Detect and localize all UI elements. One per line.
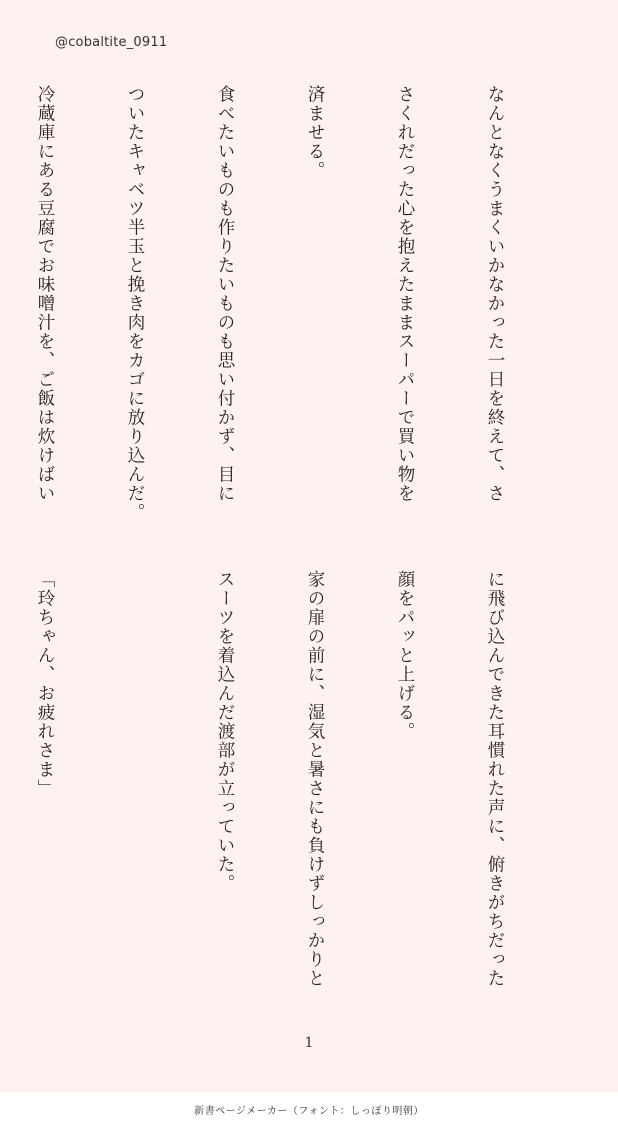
- text-column: さくれだった心を抱えたままスーパーで買い物を: [395, 85, 415, 503]
- text-column: 顔をパッと上げる。: [395, 570, 415, 741]
- author-handle: @cobaltite_0911: [55, 35, 168, 50]
- text-column: スーツを着込んだ渡部が立っていた。: [215, 570, 235, 893]
- text-column: 食べたいものも作りたいものも思い付かず、目に: [215, 85, 235, 503]
- text-block-bottom: [35, 570, 570, 995]
- text-column: ついたキャベツ半玉と挽き肉をカゴに放り込んだ。: [125, 85, 145, 522]
- text-block-top: [35, 85, 570, 525]
- text-column: なんとなくうまくいかなかった一日を終えて、さ: [485, 85, 505, 503]
- text-column: 済ませる。: [305, 85, 325, 180]
- blank-column: [120, 570, 150, 995]
- dialogue-column: 「玲ちゃん、お疲れさま」: [35, 570, 55, 798]
- text-column: 冷蔵庫にある豆腐でお味噌汁を、ご飯は炊けばい: [35, 85, 55, 503]
- footer-credit: 新書ページメーカー（フォント：しっぽり明朝）: [194, 1106, 424, 1117]
- page-number: 1: [304, 1035, 314, 1051]
- text-column: に飛び込んできた耳慣れた声に、俯きがちだった: [485, 570, 505, 988]
- text-column: 家の扉の前に、湿気と暑さにも負けずしっかりと: [305, 570, 325, 988]
